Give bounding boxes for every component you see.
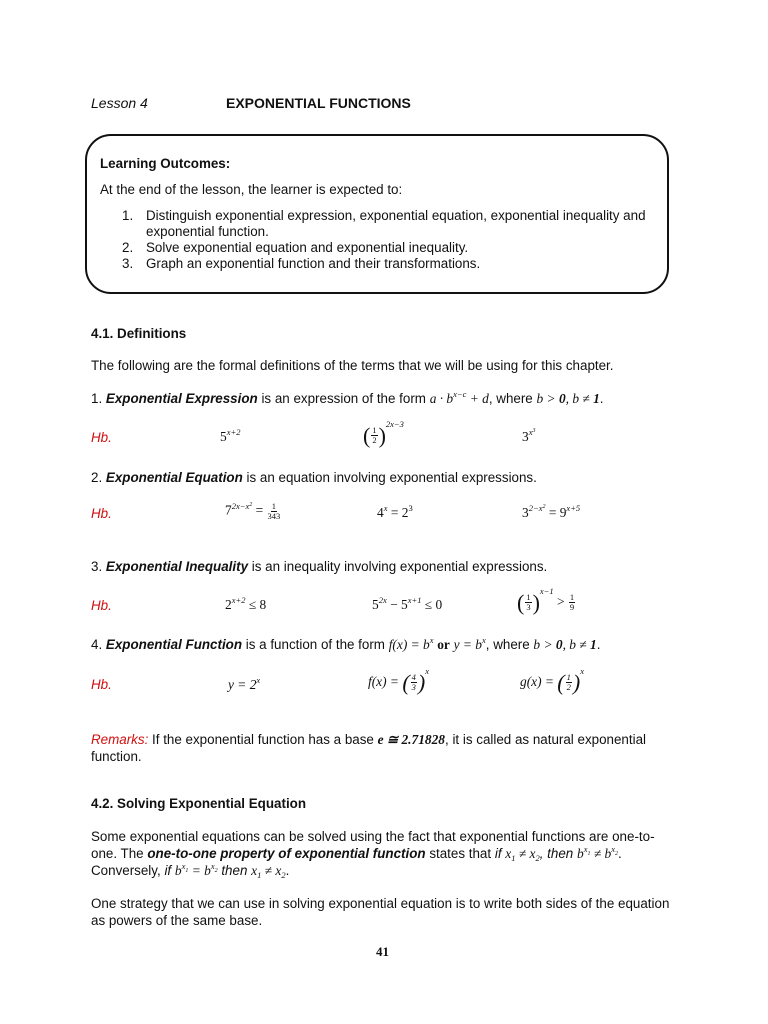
outcomes-intro: At the end of the lesson, the learner is expected to: xyxy=(100,182,403,197)
example-label: Hb. xyxy=(91,506,112,521)
example-expression-1: $5^{x+2}$ xyxy=(220,427,241,444)
example-label: Hb. xyxy=(91,677,112,692)
page-number: 41 xyxy=(376,944,389,959)
definition-inequality: 3. Exponential Inequality is an inequality involving exponential expressions. xyxy=(91,559,548,574)
remarks-paragraph: Remarks: If the exponential function has a base e ≅ 2.71828, it is called as natural exponential function. xyxy=(91,732,646,764)
example-expression-2: ( $\frac{1}{2}$ )$^{2x-3}$ xyxy=(363,419,404,448)
definition-equation: 2. Exponential Equation is an equation involving exponential expressions. xyxy=(91,470,537,485)
example-inequality-2: $5^{2x} - 5^{x+1} \le 0$ xyxy=(372,595,443,612)
example-equation-2: $4^x = 2^3$ xyxy=(377,503,413,520)
example-expression-3: $3^{x^3}$ xyxy=(522,427,536,444)
example-function-3: g(x) = ( $\frac{1}{2}$ )$^x$ xyxy=(520,666,584,695)
list-item: 1. Distinguish exponential expression, exponential equation, exponential inequality and exponential function. xyxy=(122,208,646,239)
outcomes-list xyxy=(122,208,670,272)
example-inequality-3: ( $\frac{1}{3}$ )$^{x-1}$ > $\frac{1}{9}$ xyxy=(517,586,575,615)
example-label: Hb. xyxy=(91,598,112,613)
list-item: 2. Solve exponential equation and exponential inequality. xyxy=(122,240,469,255)
example-inequality-1: $2^{x+2} \le 8$ xyxy=(225,595,267,612)
definition-function: 4. Exponential Function is a function of the form $f(x) = b^x$ or $y = b^x$, where b > 0, b ≠ 1. xyxy=(91,635,601,652)
lesson-label: Lesson 4 xyxy=(91,95,148,111)
strategy-paragraph: One strategy that we can use in solving exponential equation is to write both sides of the equation as powers of the same base. xyxy=(91,896,670,928)
section-heading-definitions: 4.1. Definitions xyxy=(91,326,187,341)
example-function-1: $y = 2^x$ xyxy=(228,675,261,692)
page-title: EXPONENTIAL FUNCTIONS xyxy=(226,95,411,111)
one-to-one-paragraph: Some exponential equations can be solved using the fact that exponential functions are one-to- one. The one-to-one property of exponential function states that if $x_1 \ne x_2$, then $b^{x_1} \ne b^{x_2}$. Conversely, if $b^{x_1} = b^{x_2}$ then $x_1 \ne x_2$. xyxy=(91,829,655,880)
example-function-2: f(x) = ( $\frac{4}{3}$ )$^x$ xyxy=(368,666,430,695)
example-equation-3: $3^{2-x^2} = 9^{x+5}$ xyxy=(522,503,581,520)
example-equation-1: $7^{2x-x^2}$ = $\frac{1}{343}$ xyxy=(225,500,281,521)
definitions-intro: The following are the formal definitions of the terms that we will be using for this chapter. xyxy=(91,358,614,373)
list-item: 3. Graph an exponential function and their transformations. xyxy=(122,256,481,271)
section-heading-solving: 4.2. Solving Exponential Equation xyxy=(91,796,307,811)
example-label: Hb. xyxy=(91,430,112,445)
outcomes-heading: Learning Outcomes: xyxy=(100,156,231,171)
definition-expression: 1. Exponential Expression is an expression of the form $a \cdot b^{x-c} + d$, where b > 0, b ≠ 1. xyxy=(91,389,604,406)
